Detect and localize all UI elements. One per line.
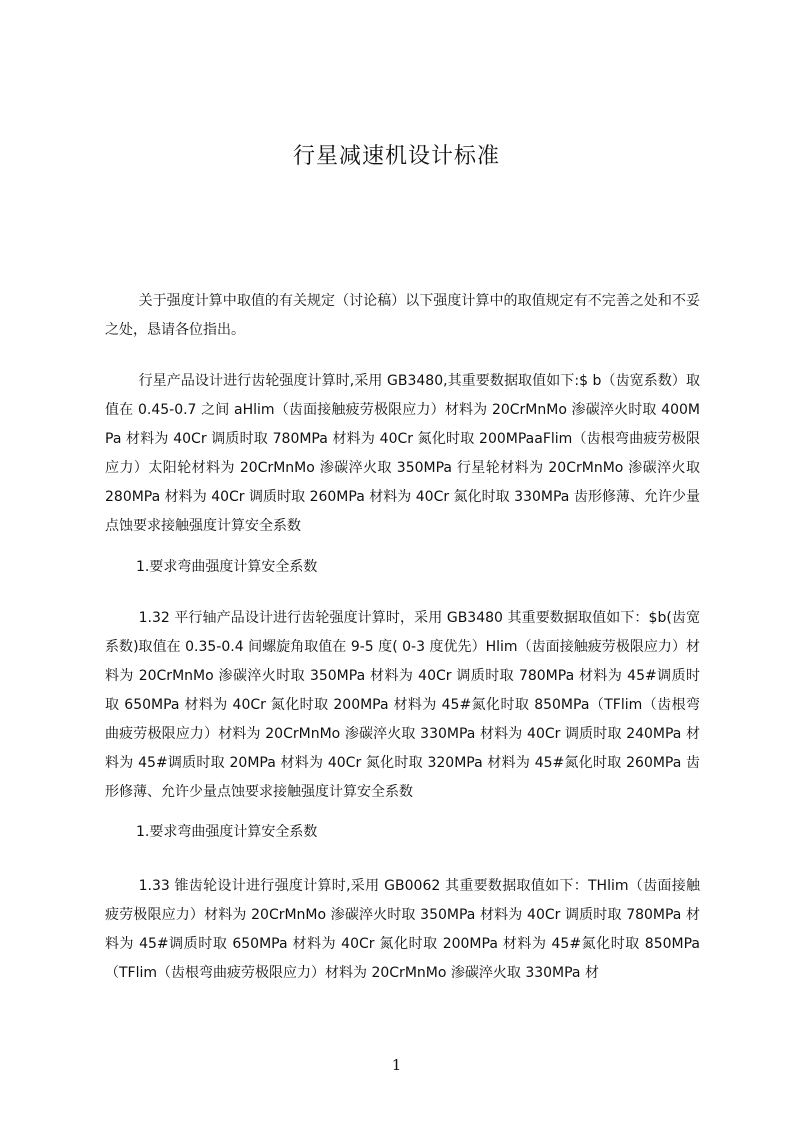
bending-safety-heading: 1.要求弯曲强度计算安全系数 [136, 559, 318, 575]
planetary-gear-paragraph: 行星产品设计进行齿轮强度计算时,采用 GB3480,其重要数据取值如下:$ b（齿宽系数）取值在 0.45-0.7 之间 aHlim（齿面接触疲劳极限应力）材料为 20CrMnMo 渗碳淬火时取 400MPa 材料为 40Cr 调质时取 780MPa 材料为 40Cr 氮化时取 200MPaaFlim（齿根弯曲疲劳极限应力）太阳轮材料为 20CrMnMo 渗碳淬火取 350MPa 行星轮材料为 20CrMnMo 渗碳淬火取 280MPa 材料为 40Cr 调质时取 260MPa 材料为 40Cr 氮化时取 330MPa 齿形修薄、允许少量点蚀要求接触强度计算安全系数 [105, 373, 700, 534]
page-number: 1 [391, 1056, 402, 1074]
intro-paragraph: 关于强度计算中取值的有关规定（讨论稿）以下强度计算中的取值规定有不完善之处和不妥之处，恳请各位指出。 [105, 293, 700, 338]
parallel-shaft-paragraph: 1.32 平行轴产品设计进行齿轮强度计算时，采用 GB3480 其重要数据取值如下：$b(齿宽系数)取值在 0.35-0.4 间螺旋角取值在 9-5 度( 0-3 度优先）Hlim（齿面接触疲劳极限应力）材料为 20CrMnMo 渗碳淬火时取 350MPa 材料为 40Cr 调质时取 780MPa 材料为 45#调质时取 650MPa 材料为 40Cr 氮化时取 200MPa 材料为 45#氮化时取 850MPa（TFlim（齿根弯曲疲劳极限应力）材料为 20CrMnMo 渗碳淬火取 330MPa 材料为 40Cr 调质时取 240MPa 材料为 45#调质时取 20MPa 材料为 40Cr 氮化时取 320MPa 材料为 45#氮化时取 260MPa 齿形修薄、允许少量点蚀要求接触强度计算安全系数 [105, 610, 700, 800]
bevel-gear-paragraph: 1.33 锥齿轮设计进行强度计算时,采用 GB0062 其重要数据取值如下：THlim（齿面接触疲劳极限应力）材料为 20CrMnMo 渗碳淬火时取 350MPa 材料为 40Cr 调质时取 780MPa 材料为 45#调质时取 650MPa 材料为 40Cr 氮化时取 200MPa 材料为 45#氮化时取 850MPa（TFlim（齿根弯曲疲劳极限应力）材料为 20CrMnMo 渗碳淬火取 330MPa 材 [105, 878, 700, 981]
document-title: 行星减速机设计标准 [292, 144, 500, 169]
bending-safety-heading-secondary: 1.要求弯曲强度计算安全系数 [136, 824, 318, 840]
